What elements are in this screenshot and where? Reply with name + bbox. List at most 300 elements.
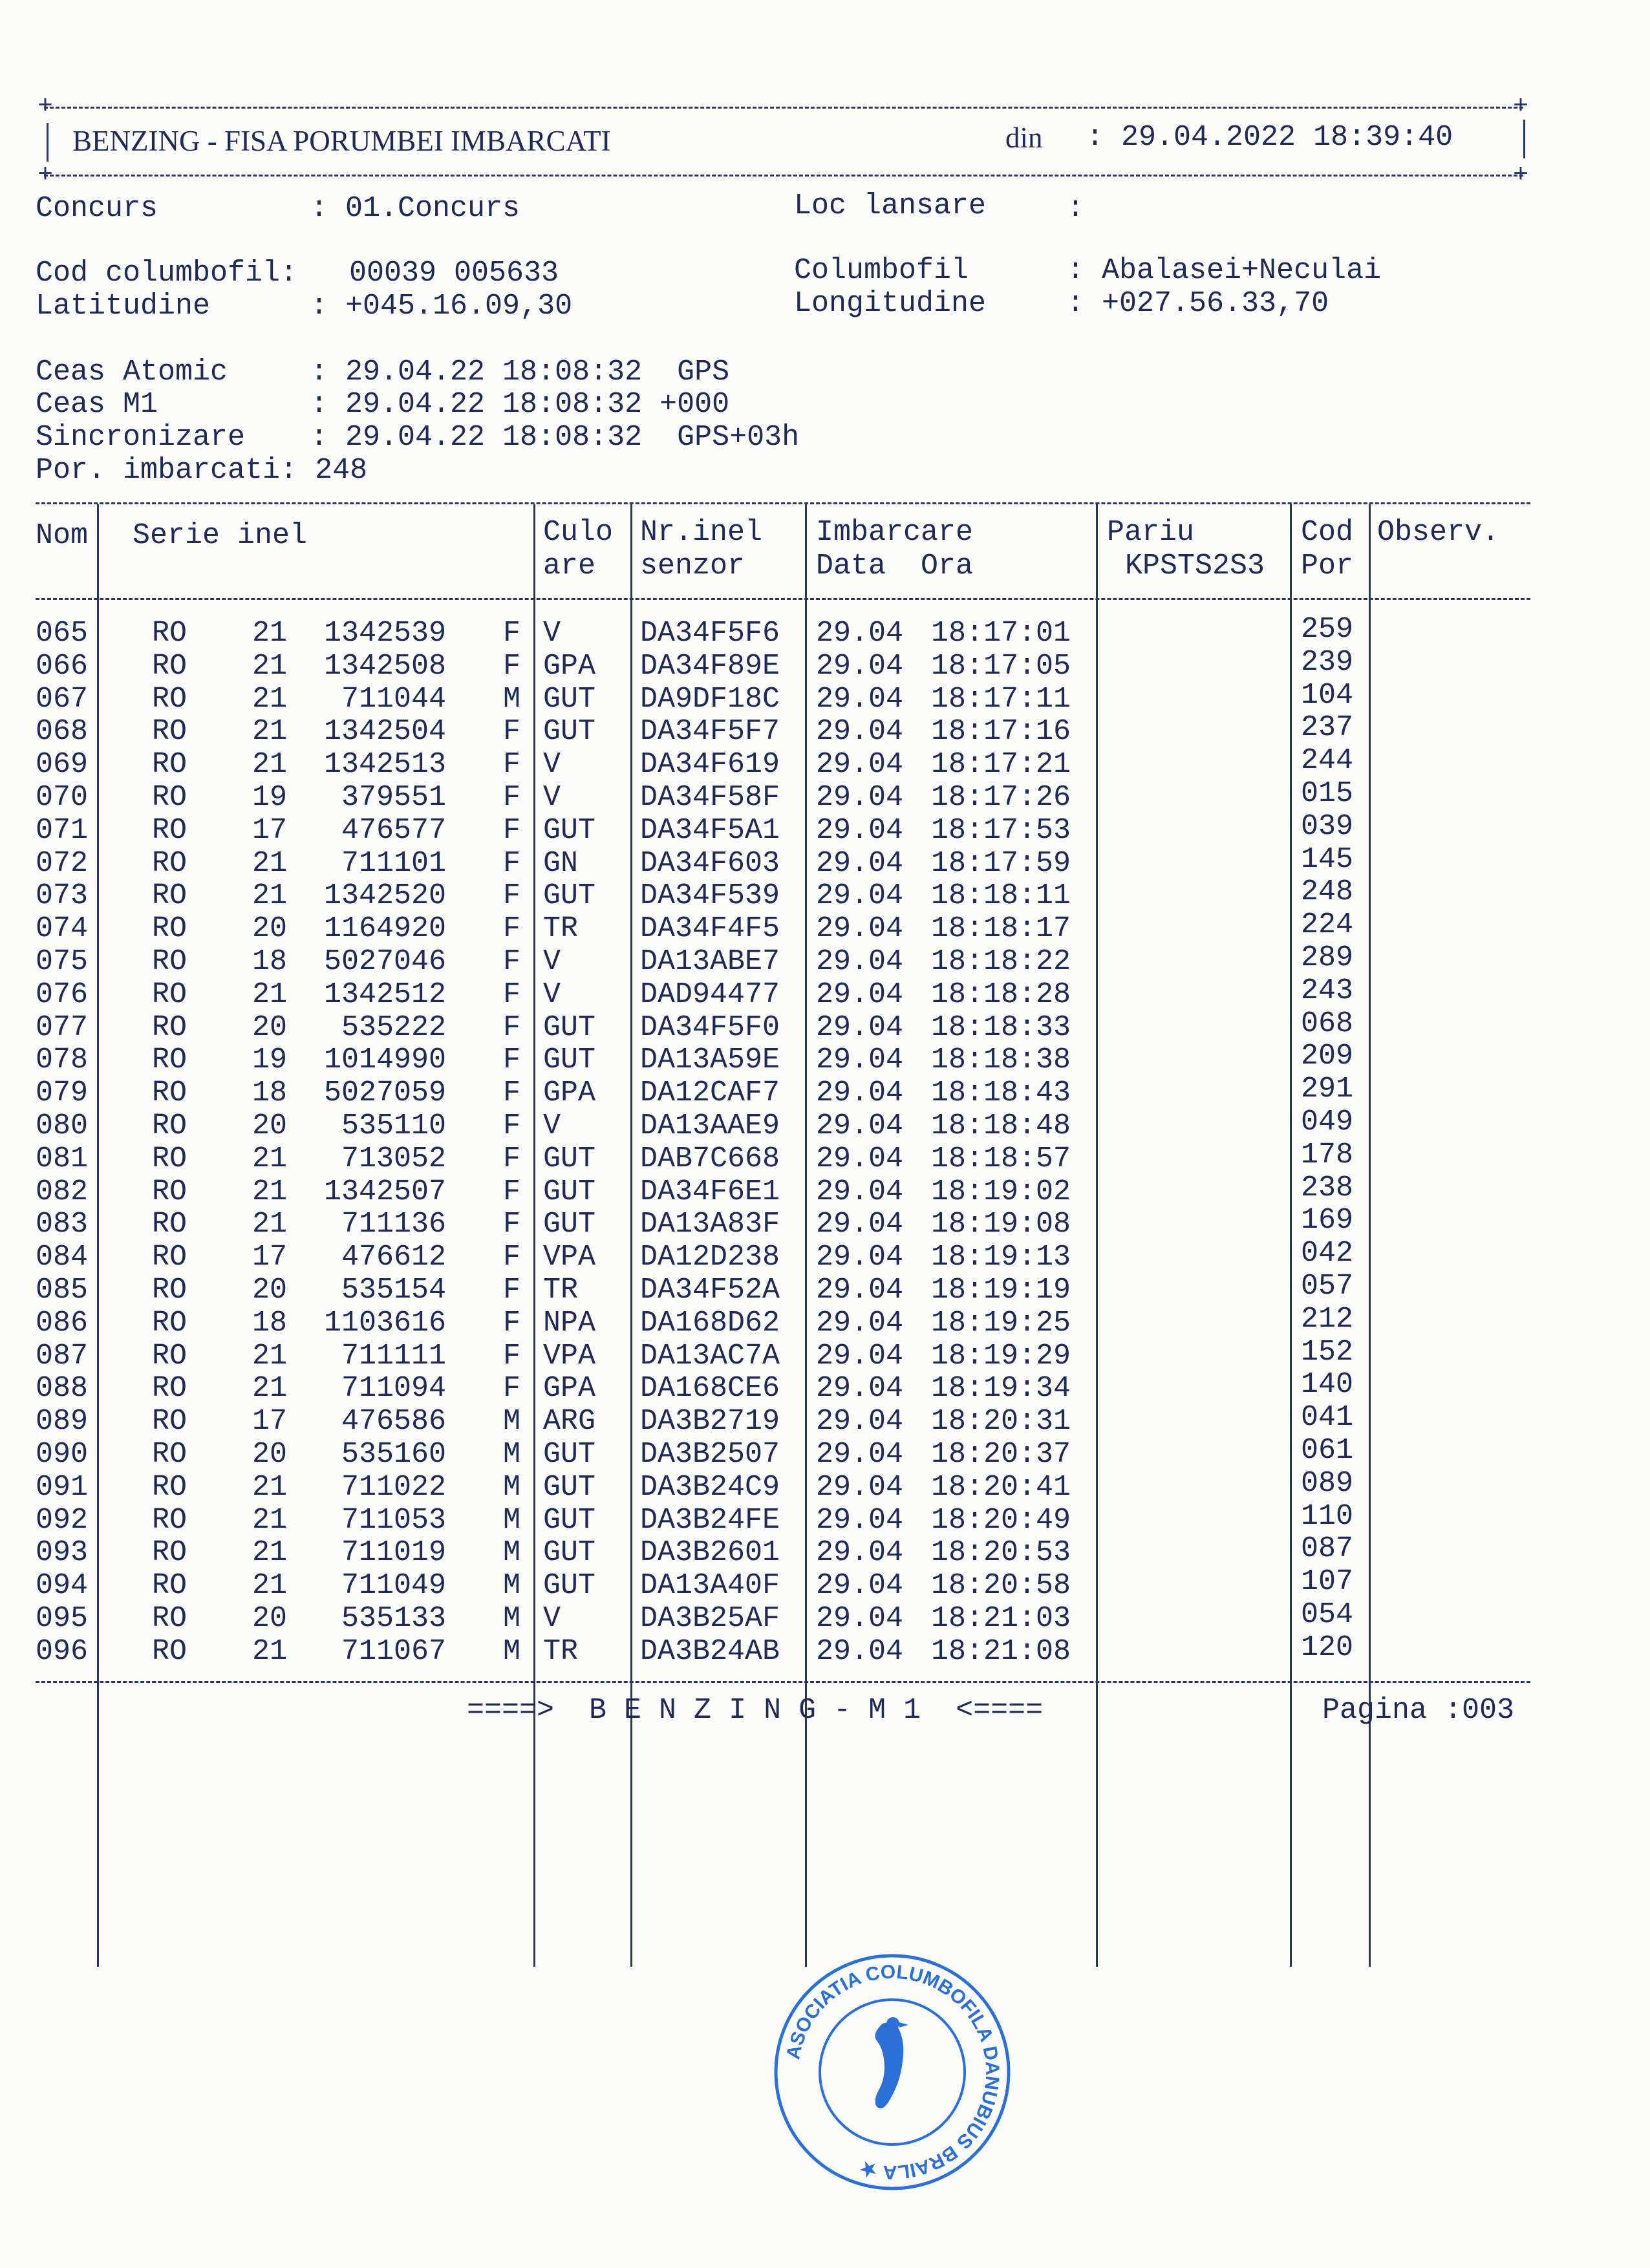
ring-year: 21 [252, 1569, 288, 1603]
boarding-time: 18:18:22 [931, 945, 1071, 978]
ring-year: 21 [252, 1634, 288, 1668]
ring-number: 535110 [341, 1109, 446, 1142]
loc-label: Loc lansare [794, 189, 987, 222]
country-code: RO [152, 1339, 188, 1373]
color: GPA [543, 1372, 596, 1406]
sensor-id: DA34F539 [640, 879, 780, 913]
ring-number: 535222 [341, 1011, 446, 1044]
pigeon-code: 209 [1301, 1040, 1354, 1073]
row-number: 093 [36, 1536, 89, 1570]
color: GUT [543, 682, 596, 716]
sex: F [503, 1109, 521, 1142]
boarding-date: 29.04 [816, 1438, 904, 1471]
row-number: 076 [36, 978, 89, 1011]
boarding-date: 29.04 [816, 978, 904, 1011]
pigeon-code: 248 [1301, 875, 1354, 909]
sex: F [503, 1274, 521, 1307]
row-number: 072 [36, 846, 89, 880]
ceas-m1-value: : 29.04.22 18:08:32 +000 [310, 388, 730, 421]
boarding-date: 29.04 [816, 1175, 904, 1208]
ceas-atomic-label: Ceas Atomic [36, 356, 228, 389]
sex: M [503, 1503, 521, 1537]
table-row [0, 1237, 1650, 1274]
pigeon-icon [875, 2017, 908, 2108]
th-imbarcare-2: Data Ora [816, 550, 974, 583]
sex: F [503, 978, 521, 1011]
cod-label-text: Cod columbofil [36, 257, 281, 290]
table-bottom-rule [36, 1681, 1530, 1683]
row-number: 074 [36, 912, 89, 946]
sex: F [503, 945, 521, 978]
ring-number: 1342513 [323, 748, 446, 782]
row-number: 078 [36, 1043, 89, 1077]
pigeon-code: 140 [1301, 1368, 1354, 1402]
pigeon-code: 212 [1301, 1302, 1354, 1336]
pigeon-code: 289 [1301, 941, 1354, 974]
country-code: RO [152, 1274, 188, 1307]
pigeon-code: 061 [1301, 1434, 1354, 1467]
sensor-id: DA9DF18C [640, 682, 780, 716]
boarding-time: 18:19:25 [931, 1306, 1071, 1340]
ring-number: 711022 [341, 1470, 446, 1504]
ring-year: 21 [252, 649, 288, 683]
pigeon-code: 291 [1301, 1073, 1354, 1106]
sensor-id: DA168CE6 [640, 1372, 780, 1406]
ring-number: 711094 [341, 1372, 446, 1406]
ring-year: 20 [252, 1109, 288, 1142]
country-code: RO [152, 1175, 188, 1208]
pigeon-code: 057 [1301, 1270, 1354, 1303]
boarding-time: 18:18:33 [931, 1011, 1071, 1044]
ring-number: 535154 [341, 1274, 446, 1307]
country-code: RO [152, 1602, 188, 1635]
ring-number: 1342512 [323, 978, 446, 1011]
boarding-date: 29.04 [816, 1634, 904, 1668]
pigeon-code: 244 [1301, 744, 1354, 778]
ring-year: 21 [252, 978, 288, 1011]
country-code: RO [152, 1405, 188, 1439]
document-title: BENZING - FISA PORUMBEI IMBARCATI [72, 125, 611, 157]
country-code: RO [152, 1306, 188, 1340]
sex: F [503, 748, 521, 782]
table-row [0, 645, 1650, 683]
color: GUT [543, 1011, 596, 1044]
ring-number: 711111 [341, 1339, 446, 1373]
table-row [0, 777, 1650, 815]
sex: M [503, 1438, 521, 1471]
ring-number: 1342508 [323, 649, 446, 683]
color: GUT [543, 1569, 596, 1603]
pigeon-code: 120 [1301, 1631, 1354, 1664]
row-number: 091 [36, 1470, 89, 1504]
row-number: 068 [36, 715, 89, 749]
sex: F [503, 879, 521, 913]
row-number: 070 [36, 781, 89, 814]
boarding-date: 29.04 [816, 682, 904, 716]
sensor-id: DA34F5F7 [640, 715, 780, 749]
sensor-id: DA13AC7A [640, 1339, 780, 1373]
table-row [0, 1204, 1650, 1241]
color: GUT [543, 1043, 596, 1077]
boarding-date: 29.04 [816, 945, 904, 978]
ring-year: 21 [252, 1503, 288, 1537]
ring-year: 21 [252, 1339, 288, 1373]
boarding-date: 29.04 [816, 1241, 904, 1274]
ring-number: 476586 [341, 1405, 446, 1439]
ring-year: 18 [252, 1076, 288, 1110]
boarding-date: 29.04 [816, 879, 904, 913]
ring-year: 21 [252, 748, 288, 782]
boarding-date: 29.04 [816, 1372, 904, 1406]
color: GUT [543, 1142, 596, 1175]
ceas-m1: 29.04.22 18:08:32 +000 [345, 388, 730, 421]
color: V [543, 617, 561, 650]
table-header-rule [36, 598, 1530, 600]
table-row [0, 1565, 1650, 1603]
table-row [0, 1073, 1650, 1110]
boarding-date: 29.04 [816, 1306, 904, 1340]
country-code: RO [152, 846, 188, 880]
ring-year: 18 [252, 1306, 288, 1340]
color: GUT [543, 715, 596, 749]
ring-number: 5027046 [323, 945, 446, 978]
sex: F [503, 1043, 521, 1077]
table-row [0, 809, 1650, 848]
ring-year: 18 [252, 945, 288, 978]
country-code: RO [152, 978, 188, 1011]
color: VPA [543, 1241, 596, 1274]
boarding-date: 29.04 [816, 1208, 904, 1241]
corner-mark: + [38, 92, 54, 122]
ring-number: 1342504 [323, 715, 446, 749]
boarding-date: 29.04 [816, 748, 904, 782]
country-code: RO [152, 945, 188, 978]
sex: F [503, 1011, 521, 1044]
ring-number: 476577 [341, 813, 446, 847]
color: V [543, 781, 561, 814]
ring-year: 21 [252, 1372, 288, 1406]
country-code: RO [152, 649, 188, 683]
table-row [0, 908, 1650, 946]
country-code: RO [152, 1438, 188, 1471]
country-code: RO [152, 748, 188, 782]
columbofil-value: : Abalasei+Neculai [1067, 254, 1382, 287]
table-row [0, 974, 1650, 1012]
th-observ: Observ. [1377, 516, 1500, 549]
country-code: RO [152, 1011, 188, 1044]
sensor-id: DA13A40F [640, 1569, 780, 1603]
concurs-value: : 01.Concurs [310, 192, 520, 225]
color: NPA [543, 1306, 596, 1340]
row-number: 094 [36, 1569, 89, 1603]
pigeon-code: 087 [1301, 1532, 1354, 1566]
row-number: 085 [36, 1274, 89, 1307]
sex: F [503, 912, 521, 946]
boarding-date: 29.04 [816, 1503, 904, 1537]
sensor-id: DA13A83F [640, 1208, 780, 1241]
page-number: Pagina :003 [1322, 1694, 1515, 1727]
sinc-label: Sincronizare [36, 421, 246, 454]
ring-year: 19 [252, 1043, 288, 1077]
ring-number: 379551 [341, 781, 446, 814]
por-count: 248 [315, 454, 368, 487]
sex: M [503, 1470, 521, 1504]
corner-mark: + [1513, 92, 1529, 122]
row-number: 065 [36, 617, 89, 650]
table-row [0, 1598, 1650, 1636]
corner-mark: + [38, 161, 54, 190]
sincronizare: 29.04.22 18:08:32 GPS+03h [345, 421, 800, 454]
ring-number: 5027059 [323, 1076, 446, 1110]
row-number: 082 [36, 1175, 89, 1208]
lon-value: : +027.56.33,70 [1067, 287, 1329, 320]
sex: M [503, 682, 521, 716]
row-number: 095 [36, 1602, 89, 1635]
table-row [0, 1106, 1650, 1143]
th-nrinel: Nr.inel [640, 516, 763, 549]
pigeon-code: 107 [1301, 1565, 1354, 1599]
country-code: RO [152, 682, 188, 716]
association-stamp [773, 1952, 1012, 2192]
sensor-id: DA12CAF7 [640, 1076, 780, 1110]
pigeon-code: 042 [1301, 1237, 1354, 1270]
row-number: 096 [36, 1634, 89, 1668]
lat-label: Latitudine [36, 290, 211, 323]
pigeon-code: 145 [1301, 842, 1354, 876]
pigeon-code: 178 [1301, 1138, 1354, 1171]
boarding-date: 29.04 [816, 912, 904, 946]
pigeon-code: 049 [1301, 1106, 1354, 1139]
header-bottom-border [44, 175, 1523, 177]
ring-number: 711136 [341, 1208, 446, 1241]
th-culo: Culo [543, 516, 614, 549]
boarding-date: 29.04 [816, 617, 904, 650]
country-code: RO [152, 1569, 188, 1603]
sex: F [503, 1241, 521, 1274]
pigeon-code: 110 [1301, 1499, 1354, 1533]
boarding-time: 18:17:21 [931, 748, 1071, 782]
country-code: RO [152, 813, 188, 847]
stamp-text: ASOCIATIA COLUMBOFILA DANUBIUS BRAILA ★ [782, 1961, 1003, 2183]
boarding-time: 18:19:13 [931, 1241, 1071, 1274]
color: GUT [543, 1470, 596, 1504]
country-code: RO [152, 617, 188, 650]
country-code: RO [152, 1142, 188, 1175]
boarding-time: 18:17:05 [931, 649, 1071, 683]
boarding-time: 18:18:28 [931, 978, 1071, 1011]
boarding-time: 18:21:08 [931, 1634, 1071, 1668]
boarding-date: 29.04 [816, 1536, 904, 1570]
row-number: 077 [36, 1011, 89, 1044]
pigeon-code: 054 [1301, 1598, 1354, 1631]
row-number: 073 [36, 879, 89, 913]
row-number: 087 [36, 1339, 89, 1373]
date-value: : 29.04.2022 18:39:40 [1086, 121, 1453, 154]
boarding-date: 29.04 [816, 781, 904, 814]
boarding-time: 18:17:59 [931, 846, 1071, 880]
th-culo-2: are [543, 550, 596, 583]
stamp-graphic [773, 1952, 1012, 2192]
sensor-id: DA34F89E [640, 649, 780, 683]
th-serie: Serie inel [133, 519, 308, 552]
sex: F [503, 846, 521, 880]
row-number: 084 [36, 1241, 89, 1274]
header-right-border [1523, 120, 1525, 158]
boarding-time: 18:18:17 [931, 912, 1071, 946]
table-row [0, 875, 1650, 913]
concurs-name: 01.Concurs [345, 192, 520, 225]
th-nrinel-2: senzor [640, 550, 745, 583]
row-number: 081 [36, 1142, 89, 1175]
loc-value: : [1067, 192, 1102, 225]
th-cod: Cod [1301, 516, 1354, 549]
date-label: din [1005, 122, 1043, 154]
print-datetime: 29.04.2022 18:39:40 [1121, 121, 1453, 154]
sensor-id: DA13AAE9 [640, 1109, 780, 1142]
top-border [44, 107, 1523, 109]
country-code: RO [152, 1503, 188, 1537]
boarding-date: 29.04 [816, 1109, 904, 1142]
table-row [0, 1368, 1650, 1406]
ring-year: 20 [252, 1011, 288, 1044]
boarding-date: 29.04 [816, 1602, 904, 1635]
sensor-id: DA34F603 [640, 846, 780, 880]
ring-year: 21 [252, 715, 288, 749]
pigeon-code: 243 [1301, 974, 1354, 1007]
color: TR [543, 912, 579, 946]
table-row [0, 1499, 1650, 1537]
boarding-time: 18:20:41 [931, 1470, 1071, 1504]
pigeon-code: 015 [1301, 777, 1354, 810]
country-code: RO [152, 912, 188, 946]
boarding-date: 29.04 [816, 1339, 904, 1373]
pigeon-code: 238 [1301, 1171, 1354, 1204]
pigeon-code: 152 [1301, 1335, 1354, 1369]
ring-number: 711049 [341, 1569, 446, 1603]
sex: F [503, 1175, 521, 1208]
table-row [0, 1138, 1650, 1176]
boarding-time: 18:18:38 [931, 1043, 1071, 1077]
row-number: 089 [36, 1405, 89, 1439]
ring-year: 21 [252, 1470, 288, 1504]
color: GUT [543, 1503, 596, 1537]
boarding-date: 29.04 [816, 1274, 904, 1307]
ring-number: 711053 [341, 1503, 446, 1537]
boarding-date: 29.04 [816, 1405, 904, 1439]
ring-year: 20 [252, 1602, 288, 1635]
boarding-time: 18:19:08 [931, 1208, 1071, 1241]
columbofil-name: Abalasei+Neculai [1102, 254, 1382, 287]
ceas-atomic: 29.04.22 18:08:32 GPS [345, 356, 730, 389]
table-row [0, 613, 1650, 650]
table-row [0, 1171, 1650, 1209]
ring-year: 19 [252, 781, 288, 814]
boarding-date: 29.04 [816, 1043, 904, 1077]
ring-year: 21 [252, 1536, 288, 1570]
th-nom: Nom [36, 519, 89, 552]
color: GUT [543, 1208, 596, 1241]
color: V [543, 748, 561, 782]
ring-number: 1164920 [323, 912, 446, 946]
color: GUT [543, 813, 596, 847]
ring-number: 1342520 [323, 879, 446, 913]
table-top-rule [36, 502, 1530, 504]
sensor-id: DA168D62 [640, 1306, 780, 1340]
table-row [0, 1007, 1650, 1045]
th-pariu: Pariu [1107, 516, 1195, 549]
ring-year: 17 [252, 1405, 288, 1439]
row-number: 071 [36, 813, 89, 847]
sinc-value: : 29.04.22 18:08:32 GPS+03h [310, 421, 800, 454]
boarding-time: 18:17:53 [931, 813, 1071, 847]
sensor-id: DA34F5A1 [640, 813, 780, 847]
sensor-id: DA12D238 [640, 1241, 780, 1274]
pigeon-code: 104 [1301, 678, 1354, 712]
ring-number: 711101 [341, 846, 446, 880]
sex: F [503, 1208, 521, 1241]
boarding-time: 18:18:57 [931, 1142, 1071, 1175]
table-row [0, 1270, 1650, 1307]
table-row [0, 1434, 1650, 1471]
row-number: 088 [36, 1372, 89, 1406]
boarding-time: 18:17:26 [931, 781, 1071, 814]
pigeon-code: 239 [1301, 645, 1354, 679]
footer-banner: ====> B E N Z I N G - M 1 <==== [467, 1694, 1044, 1727]
ring-number: 711044 [341, 682, 446, 716]
boarding-time: 18:21:03 [931, 1602, 1071, 1635]
sex: M [503, 1634, 521, 1668]
country-code: RO [152, 1208, 188, 1241]
sex: F [503, 1306, 521, 1340]
boarding-date: 29.04 [816, 846, 904, 880]
ring-year: 21 [252, 1142, 288, 1175]
ring-year: 20 [252, 1274, 288, 1307]
country-code: RO [152, 1536, 188, 1570]
table-row [0, 1631, 1650, 1669]
sensor-id: DA3B24C9 [640, 1470, 780, 1504]
pigeon-code: 224 [1301, 908, 1354, 942]
ring-number: 476612 [341, 1241, 446, 1274]
country-code: RO [152, 1372, 188, 1406]
country-code: RO [152, 1470, 188, 1504]
boarding-time: 18:20:53 [931, 1536, 1071, 1570]
boarding-time: 18:20:49 [931, 1503, 1071, 1537]
boarding-date: 29.04 [816, 715, 904, 749]
row-number: 079 [36, 1076, 89, 1110]
sensor-id: DA34F5F0 [640, 1011, 780, 1044]
color: TR [543, 1634, 579, 1668]
sex: M [503, 1602, 521, 1635]
sensor-id: DA34F6E1 [640, 1175, 780, 1208]
table-row [0, 1466, 1650, 1504]
country-code: RO [152, 1241, 188, 1274]
ring-year: 21 [252, 846, 288, 880]
boarding-time: 18:20:58 [931, 1569, 1071, 1603]
sensor-id: DA13A59E [640, 1043, 780, 1077]
lon-label: Longitudine [794, 287, 987, 320]
ring-number: 1014990 [323, 1043, 446, 1077]
ring-number: 1103616 [323, 1306, 446, 1340]
sensor-id: DA3B24FE [640, 1503, 780, 1537]
ring-year: 21 [252, 617, 288, 650]
color: GUT [543, 1536, 596, 1570]
boarding-time: 18:18:11 [931, 879, 1071, 913]
row-number: 080 [36, 1109, 89, 1142]
sensor-id: DA34F52A [640, 1274, 780, 1307]
boarding-time: 18:19:02 [931, 1175, 1071, 1208]
sex: M [503, 1536, 521, 1570]
pigeon-code: 237 [1301, 711, 1354, 745]
